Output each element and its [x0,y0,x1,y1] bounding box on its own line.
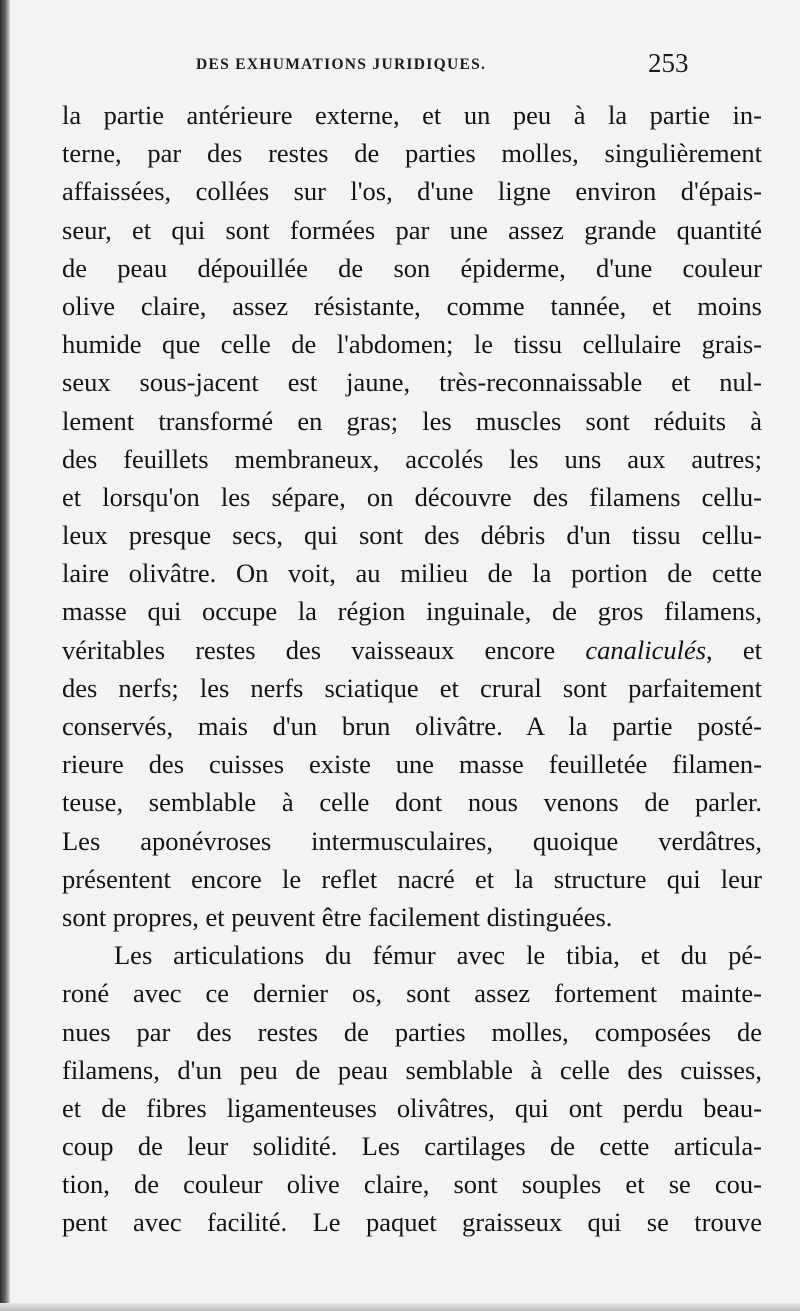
text-segment: , et [706,634,763,665]
text-line: la partie antérieure externe, et un peu à la partie in- [62,100,762,130]
text-line: pent avec facilité. Le paquet graisseux qui se trouve [62,1207,762,1238]
text-line: présentent encore le reflet nacré et la structure qui leur [62,863,762,894]
text-line: et de fibres ligamenteuses olivâtres, qui ont perdu beau- [62,1092,762,1123]
text-line: affaissées, collées sur l'os, d'une ligne environ d'épais- [62,176,762,207]
page-bottom-edge [0,1303,800,1311]
text-line: seux sous-jacent est jaune, très-reconnaissable et nul- [62,367,762,398]
page-number: 253 [648,48,689,78]
text-line: rieure des cuisses existe une masse feuilletée filamen- [62,749,762,780]
text-line: Les aponévroses intermusculaires, quoique verdâtres, [62,825,762,856]
paragraph-last-line: sont propres, et peuvent être facilement distinguées. [62,901,613,932]
text-line: masse qui occupe la région inguinale, de gros filamens, [62,596,762,627]
text-line: des nerfs; les nerfs sciatique et crural sont parfaitement [62,672,762,703]
italic-term: canaliculés [585,634,707,665]
running-title: DES EXHUMATIONS JURIDIQUES. [196,56,487,73]
binding-edge [0,0,10,1311]
text-line: terne, par des restes de parties molles, singulièrement [62,138,762,169]
text-line: roné avec ce dernier os, sont assez fortement mainte- [62,978,762,1009]
text-line: conservés, mais d'un brun olivâtre. A la partie posté- [62,711,762,741]
text-line: tion, de couleur olive claire, sont souples et se cou- [62,1169,762,1200]
text-line: teuse, semblable à celle dont nous venons de parler. [62,787,762,818]
text-line: de peau dépouillée de son épiderme, d'une couleur [62,252,762,283]
body-text [62,96,762,1242]
text-line: laire olivâtre. On voit, au milieu de la portion de cette [62,558,762,589]
text-line: leux presque secs, qui sont des débris d'un tissu cellu- [62,520,762,551]
text-line: seur, et qui sont formées par une assez grande quantité [62,214,762,245]
text-line: et lorsqu'on les sépare, on découvre des filamens cellu- [62,481,762,512]
text-line: des feuillets membraneux, accolés les uns aux autres; [62,443,762,474]
running-head [196,48,796,80]
text-line: coup de leur solidité. Les cartilages de cette articula- [62,1131,762,1162]
text-line: nues par des restes de parties molles, composées de [62,1016,762,1047]
text-segment: véritables restes des vaisseaux encore [62,634,586,665]
text-line: lement transformé en gras; les muscles sont réduits à [62,405,762,436]
text-line: filamens, d'un peu de peau semblable à celle des cuisses, [62,1054,762,1085]
text-line: olive claire, assez résistante, comme tannée, et moins [62,290,762,321]
text-line-with-italic [62,631,762,669]
paragraph-first-line: Les articulations du fémur avec le tibia, et du pé- [114,940,762,971]
text-line: humide que celle de l'abdomen; le tissu cellulaire grais- [62,329,762,360]
